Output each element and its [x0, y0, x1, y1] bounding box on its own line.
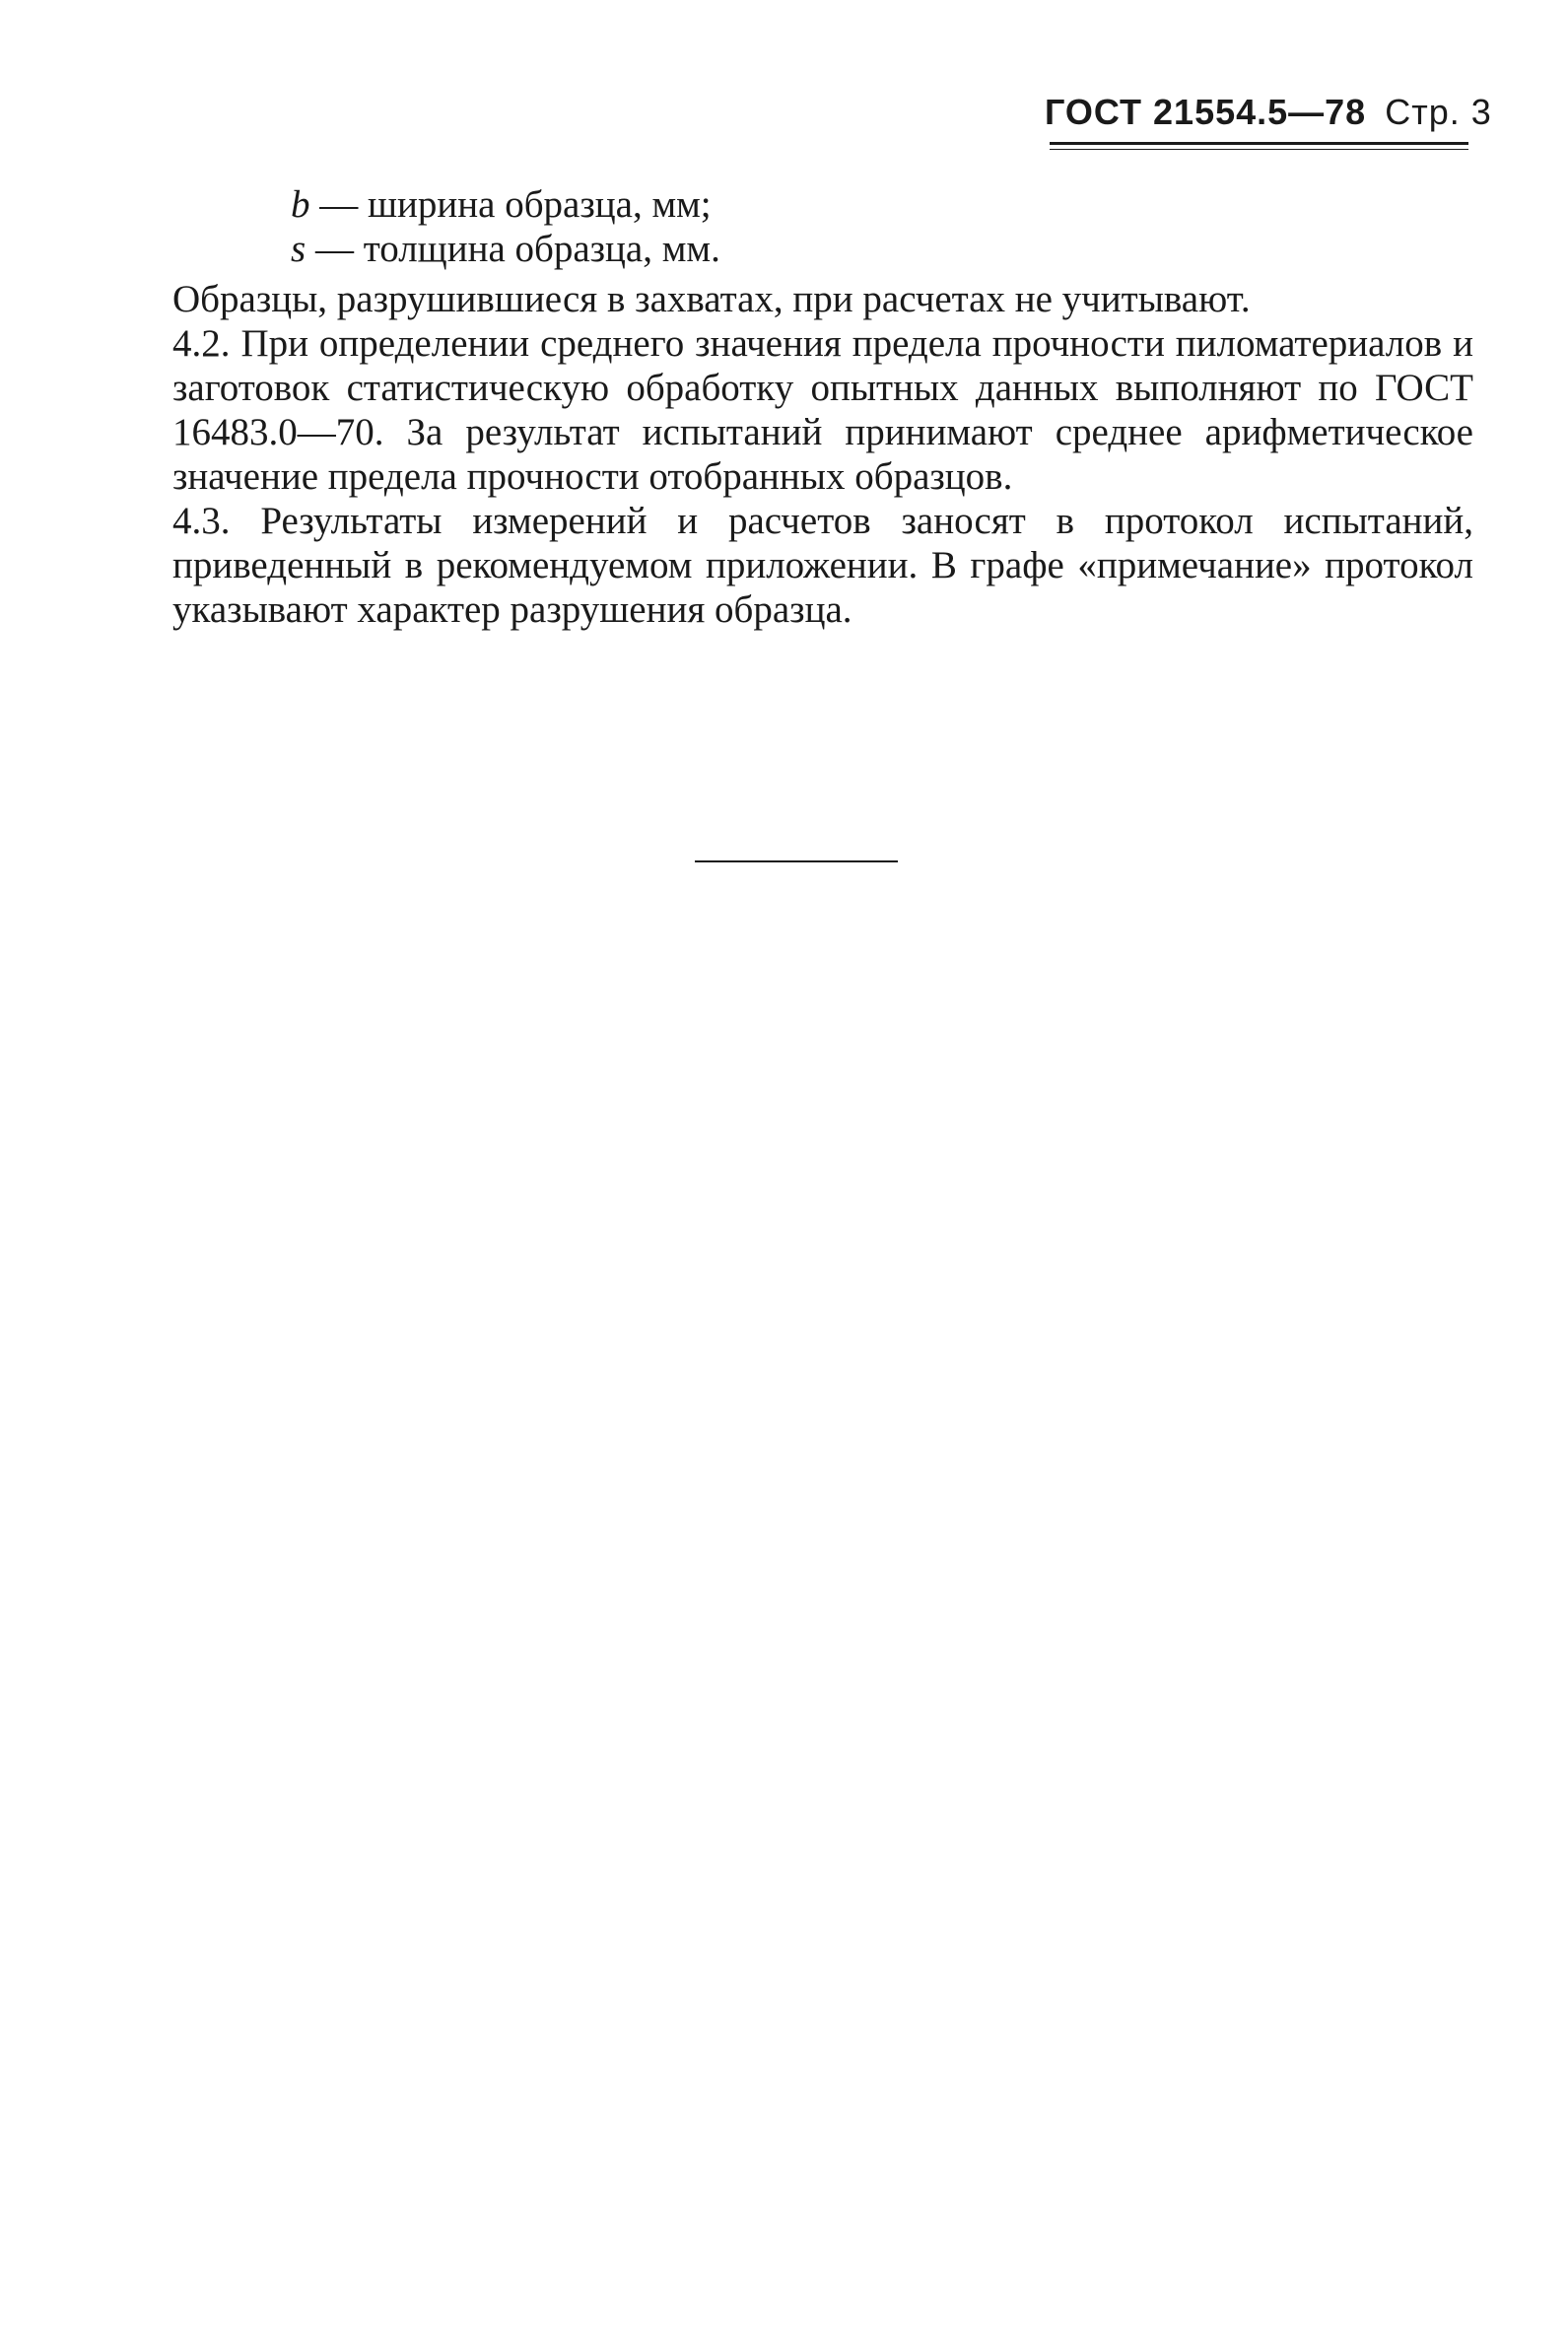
body-text — [172, 182, 1473, 632]
definition-thickness — [172, 227, 1473, 271]
header-rule-thin — [1050, 149, 1468, 150]
running-header — [1045, 91, 1492, 134]
standard-designation: ГОСТ 21554.5—78 — [1045, 92, 1367, 132]
paragraph-4-3: 4.3. Результаты измерений и расчетов заносят в протокол испытаний, приведенный в рекомендуемом приложении. В графе «примечание» протокол указывают характер разрушения образца. — [172, 500, 1473, 631]
definition-text: ширина образца, мм; — [368, 183, 712, 226]
definition-width — [172, 182, 1473, 227]
paragraph-note: Образцы, разрушившиеся в захватах, при расчетах не учитывают. — [172, 278, 1251, 320]
header-rule — [1050, 142, 1468, 145]
end-rule — [695, 860, 898, 862]
paragraph-4-2: 4.2. При определении среднего значения предела прочности пиломатериалов и заготовок статистическую обработку опытных данных выполняют по ГОСТ 16483.0—70. За результат испытаний принимают среднее арифметическое значение предела прочности отобранных образцов. — [172, 322, 1473, 498]
page-number: Стр. 3 — [1385, 92, 1492, 132]
definition-symbol: s — [291, 228, 307, 270]
definition-text: толщина образца, мм. — [363, 228, 720, 270]
definition-dash: — — [309, 183, 368, 226]
definition-symbol: b — [291, 183, 310, 226]
definition-dash: — — [306, 228, 364, 270]
